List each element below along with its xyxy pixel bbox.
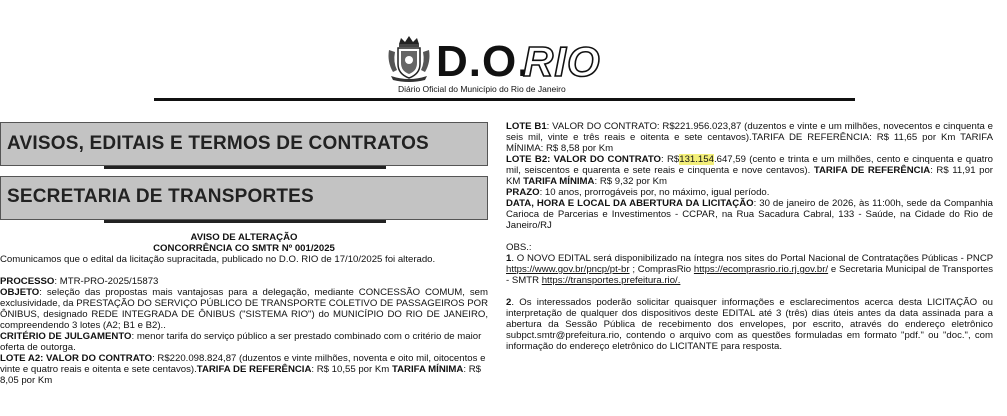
- lote-a2-label: LOTE A2: VALOR DO CONTRATO: [0, 353, 153, 364]
- notice-subtitle: CONCORRÊNCIA CO SMTR Nº 001/2025: [153, 243, 335, 254]
- masthead-divider: [154, 98, 855, 101]
- obs2-number: 2: [506, 297, 512, 308]
- right-column: [506, 121, 993, 352]
- obs-label: OBS.:: [506, 242, 532, 253]
- lote-b2-label: LOTE B2: VALOR DO CONTRATO: [506, 154, 661, 165]
- criterio-paragraph: [0, 331, 488, 353]
- lote-a2-tarifa-label: TARIFA DE REFERÊNCIA: [196, 364, 312, 375]
- lote-b2-minima-value: : R$ 9,32 por Km: [594, 176, 668, 187]
- criterio-value: : menor tarifa do serviço público a ser prestado combinado com o critério de maior oferta de outorga.: [0, 331, 482, 353]
- masthead: [0, 0, 1007, 110]
- pncp-link[interactable]: https://www.gov.br/pncp/pt-br: [506, 264, 630, 275]
- section-banner-avisos: [0, 122, 488, 166]
- section-banner-secretaria: [0, 176, 488, 220]
- lote-b2-rest: .647,59 (cento e trinta e um milhões, cento e cinquenta e quatro mil, seiscentos e quarenta e sete reais e cinquenta e nove centavos).: [506, 154, 993, 176]
- obs1-paragraph: [506, 253, 993, 286]
- section-banner-avisos-label: AVISOS, EDITAIS E TERMOS DE CONTRATOS: [7, 133, 429, 154]
- lote-a2-paragraph: [0, 353, 488, 386]
- lote-a2-tarifa-value: : R$ 10,55 por Km: [311, 364, 392, 375]
- lote-b2-minima-label: TARIFA MÍNIMA: [523, 176, 595, 187]
- lote-b2-paragraph: [506, 154, 993, 187]
- obs1-text-a: . O NOVO EDITAL será disponibilizado na íntegra nos sites do Portal Nacional de Contratações Públicas - PNCP: [511, 253, 993, 264]
- smtr-link[interactable]: https://transportes.prefeitura.rio/.: [541, 275, 681, 286]
- abertura-paragraph: [506, 198, 993, 231]
- prazo-value: : 10 anos, prorrogáveis por, no máximo, igual período.: [539, 187, 770, 198]
- banner-divider: [104, 220, 386, 223]
- lote-b2-highlighted-value: 131.154: [679, 154, 714, 165]
- lote-a2-minima-label: TARIFA MÍNIMA: [391, 364, 464, 375]
- objeto-label: OBJETO: [0, 287, 40, 298]
- masthead-title-do: D.O.: [436, 37, 531, 86]
- left-column: [0, 232, 488, 386]
- lote-b2-prefix: : R$: [661, 154, 680, 165]
- objeto-paragraph: [0, 287, 488, 331]
- abertura-label: DATA, HORA E LOCAL DA ABERTURA DA LICITAÇÃO: [506, 198, 754, 209]
- objeto-value: : seleção das propostas mais vantajosas para a delegação, mediante CONCESSÃO COMUM, sem exclusividade, da PRESTAÇÃO DO SERVIÇO PÚBLICO DE TRANSPORTE COLETIVO DE PASSAGEIROS POR ÔNIBUS, designado REDE INTEGRADA DE ÔNIBUS ("SISTEMA RIO") do MUNICÍPIO DO RIO DE JANEIRO, compreendendo 3 lotes (A2; B1 e B2)..: [0, 287, 489, 331]
- lote-a2-minima-value: : R$ 8,05 por Km: [0, 364, 481, 386]
- lote-b1-paragraph: [506, 121, 993, 154]
- lote-b2-tarifa-value: : R$ 11,91 por KM: [506, 165, 993, 187]
- criterio-label: CRITÉRIO DE JULGAMENTO: [0, 331, 132, 342]
- obs1-text-c: e Secretaria Municipal de Transportes - SMTR: [506, 264, 993, 286]
- city-coat-of-arms-icon: [385, 34, 433, 82]
- lote-b1-label: LOTE B1: [506, 121, 547, 132]
- prazo-paragraph: [506, 187, 993, 198]
- banner-divider: [104, 166, 386, 169]
- lote-a2-value: : R$220.098.824,87 (duzentos e vinte milhões, noventa e oito mil, oitocentos e vinte e quatro reais e oitenta e sete centavos).: [0, 353, 486, 375]
- obs1-number: 1: [506, 253, 512, 264]
- notice-intro: Comunicamos que o edital da licitação supracitada, publicado no D.O. RIO de 17/10/2025 foi alterado.: [0, 254, 436, 265]
- obs2-paragraph: [506, 297, 993, 352]
- prazo-label: PRAZO: [506, 187, 540, 198]
- obs1-text-b: ; ComprasRio: [629, 264, 694, 275]
- lote-b1-value: : VALOR DO CONTRATO: R$221.956.023,87 (duzentos e vinte e um milhões, novecentos e cinquenta e seis mil, vinte e três reais e oitenta e sete centavos).TARIFA DE REFERÊNCIA: R$ 11,65 por Km TARIFA MÍNIMA: R$ 8,58 por Km: [506, 121, 993, 154]
- section-banner-secretaria-label: SECRETARIA DE TRANSPORTES: [7, 186, 314, 207]
- processo-value: : MTR-PRO-2025/15873: [54, 276, 159, 287]
- obs2-text: . Os interessados poderão solicitar quaisquer informações e esclarecimentos acerca desta LICITAÇÃO ou interpretação de qualquer dos dispositivos deste EDITAL até 3 (três) dias úteis antes da data assinada para a abertura da Sessão Pública de recebimento dos envelopes, por escrito, através do endereço eletrônico subpct.smtr@prefeitura.rio, contendo o arquivo com as questões formuladas em formato "pdf." ou "doc.", com informação do endereço eletrônico do LICITANTE para resposta.: [506, 297, 993, 352]
- abertura-value: : 30 de janeiro de 2026, às 11:00h, sede da Companhia Carioca de Parcerias e Investimentos - CCPAR, na Rua Sacadura Cabral, 133 - Saúde, na Cidade do Rio de Janeiro/RJ: [506, 198, 993, 231]
- lote-b2-tarifa-label: TARIFA DE REFERÊNCIA: [813, 165, 931, 176]
- masthead-title-rio: RIO: [523, 38, 601, 85]
- processo-label: PROCESSO: [0, 276, 55, 287]
- masthead-subtitle: Diário Oficial do Município do Rio de Janeiro: [398, 84, 566, 94]
- notice-title: AVISO DE ALTERAÇÃO: [190, 232, 298, 243]
- comprasrio-link[interactable]: https://ecomprasrio.rio.rj.gov.br/: [693, 264, 829, 275]
- processo-paragraph: [0, 276, 488, 287]
